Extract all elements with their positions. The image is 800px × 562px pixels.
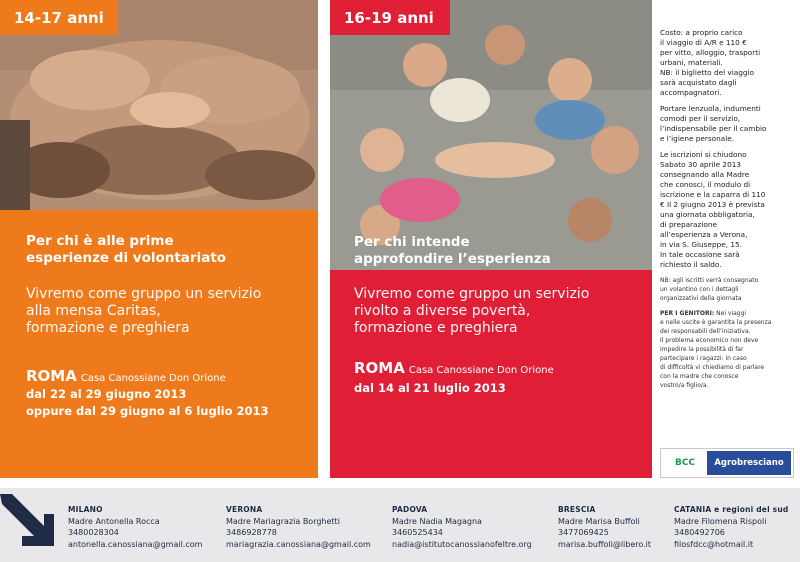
contact-email: nadia@istitutocanossianofeltre.org: [392, 539, 532, 549]
subtitle-line: esperienze di volontariato: [26, 250, 227, 266]
contact-city: CATANIA e regioni del sud: [674, 505, 789, 514]
agrobresciano-logo: Agrobresciano: [707, 451, 791, 475]
nb-info: [660, 276, 796, 303]
lead-line: formazione e preghiera: [26, 320, 190, 336]
left-panel: [0, 0, 318, 478]
info-line: urbani, materiali.: [660, 58, 723, 67]
contact-city: VERONA: [226, 505, 263, 514]
date-line: dal 14 al 21 luglio 2013: [354, 381, 506, 395]
info-line: In tale occasione sarà: [660, 250, 740, 259]
contact-name: Madre Nadia Magagna: [392, 516, 482, 526]
contact-email: mariagrazia.canossiana@gmail.com: [226, 539, 371, 549]
contact-phone: 3460525434: [392, 528, 443, 537]
info-line: una giornata obbligatoria,: [660, 210, 755, 219]
right-panel: [330, 0, 652, 478]
info-line: e nelle uscite è garantita la presenza: [660, 319, 772, 326]
lead-line: Vivremo come gruppo un servizio: [354, 286, 590, 302]
info-line: Portare lenzuola, indumenti: [660, 104, 761, 113]
info-line: Il problema economico non deve: [660, 337, 759, 344]
contact-city: MILANO: [68, 505, 103, 514]
subtitle-line: Per chi è alle prime: [26, 233, 174, 249]
contact-name: Madre Mariagrazia Borghetti: [226, 516, 340, 526]
dates: [26, 386, 316, 420]
contact-city: BRESCIA: [558, 505, 596, 514]
info-line: un volantino con i dettagli: [660, 286, 739, 293]
iscrizioni-info: [660, 150, 796, 270]
age-badge: 14-17 anni: [0, 0, 118, 35]
info-line: Costo: a proprio carico: [660, 28, 743, 37]
age-badge: 16-19 anni: [330, 0, 450, 35]
contact-name: Madre Filomena Rispoli: [674, 516, 767, 526]
contact-email: marisa.buffoli@libero.it: [558, 539, 652, 549]
info-line: € Il 2 giugno 2013 è prevista: [660, 200, 765, 209]
target-subtitle: [26, 233, 312, 267]
info-line: vostro/a figlio/a.: [660, 382, 709, 389]
venue-name: Casa Canossiane Don Orione: [408, 365, 554, 376]
genitori-label: PER I GENITORI:: [660, 310, 715, 317]
info-line: [660, 309, 796, 318]
venue-name: Casa Canossiane Don Orione: [80, 373, 226, 384]
contact-email: antonella.canossiana@gmail.com: [68, 539, 203, 549]
info-line: iscrizione e la caparra di 110: [660, 190, 766, 199]
contact-brescia: [558, 504, 668, 550]
city-name: ROMA: [26, 367, 77, 385]
service-description: [26, 286, 312, 337]
info-line: che conosci, il modulo di: [660, 180, 751, 189]
contact-phone: 3486928778: [226, 528, 277, 537]
location: [26, 366, 316, 385]
bcc-logo: BCC: [674, 458, 696, 468]
info-line: impedire la possibilità di far: [660, 346, 744, 353]
info-text: Nei viaggi: [714, 310, 747, 317]
info-line: richiesto il saldo.: [660, 260, 722, 269]
info-line: il viaggio di A/R e 110 €: [660, 38, 747, 47]
info-line: dei responsabili dell’iniziativa.: [660, 328, 751, 335]
info-line: NB: agli iscritti verrà consegnato: [660, 277, 759, 284]
contact-catania: [674, 504, 800, 550]
info-line: e l’igiene personale.: [660, 134, 735, 143]
sponsor-logos: [660, 448, 794, 478]
contact-phone: 3480028304: [68, 528, 119, 537]
info-line: di difficoltà vi chiediamo di parlare: [660, 364, 765, 371]
info-line: per vitto, alloggio, trasporti: [660, 48, 761, 57]
contact-city: PADOVA: [392, 505, 428, 514]
group-photo: [330, 0, 652, 270]
info-line: sarà acquistato dagli: [660, 78, 737, 87]
city-name: ROMA: [354, 359, 405, 377]
date-line: oppure dal 29 giugno al 6 luglio 2013: [26, 404, 269, 418]
dates: [354, 380, 650, 397]
info-line: l’indispensabile per il cambio: [660, 124, 767, 133]
contact-email: filosfdcc@hotmail.it: [674, 539, 754, 549]
group-photo-illustration: [330, 0, 652, 270]
info-line: con la madre che conosce: [660, 373, 739, 380]
info-line: consegnando alla Madre: [660, 170, 750, 179]
info-line: Sabato 30 aprile 2013: [660, 160, 741, 169]
info-column: [660, 28, 796, 396]
arrow-icon: [0, 488, 60, 562]
lead-line: Vivremo come gruppo un servizio: [26, 286, 262, 302]
subtitle-line: approfondire l’esperienza: [354, 251, 551, 267]
contact-phone: 3477069425: [558, 528, 609, 537]
info-line: organizzativi della giornata: [660, 295, 742, 302]
info-line: all’esperienza a Verona,: [660, 230, 748, 239]
info-line: partecipare i ragazzi: in caso: [660, 355, 747, 362]
lead-line: formazione e preghiera: [354, 320, 518, 336]
costo-info: [660, 28, 796, 98]
service-description: [354, 286, 644, 337]
contact-padova: [392, 504, 552, 550]
contacts-footer: [0, 488, 800, 562]
contact-name: Madre Antonella Rocca: [68, 516, 160, 526]
info-line: NB: il biglietto del viaggio: [660, 68, 754, 77]
portare-info: [660, 104, 796, 144]
subtitle-line: Per chi intende: [354, 234, 470, 250]
info-line: di preparazione: [660, 220, 717, 229]
lead-line: alla mensa Caritas,: [26, 303, 161, 319]
info-line: accompagnatori.: [660, 88, 722, 97]
info-line: in via S. Giuseppe, 15.: [660, 240, 742, 249]
info-line: comodi per il servizio,: [660, 114, 741, 123]
lead-line: rivolto a diverse povertà,: [354, 303, 531, 319]
contact-phone: 3480492706: [674, 528, 725, 537]
genitori-info: [660, 309, 796, 390]
date-line: dal 22 al 29 giugno 2013: [26, 387, 187, 401]
contact-milano: [68, 504, 218, 550]
target-subtitle: [354, 234, 644, 268]
contact-name: Madre Marisa Buffoli: [558, 516, 640, 526]
location: [354, 358, 650, 377]
contact-verona: [226, 504, 386, 550]
info-line: Le iscrizioni si chiudono: [660, 150, 747, 159]
